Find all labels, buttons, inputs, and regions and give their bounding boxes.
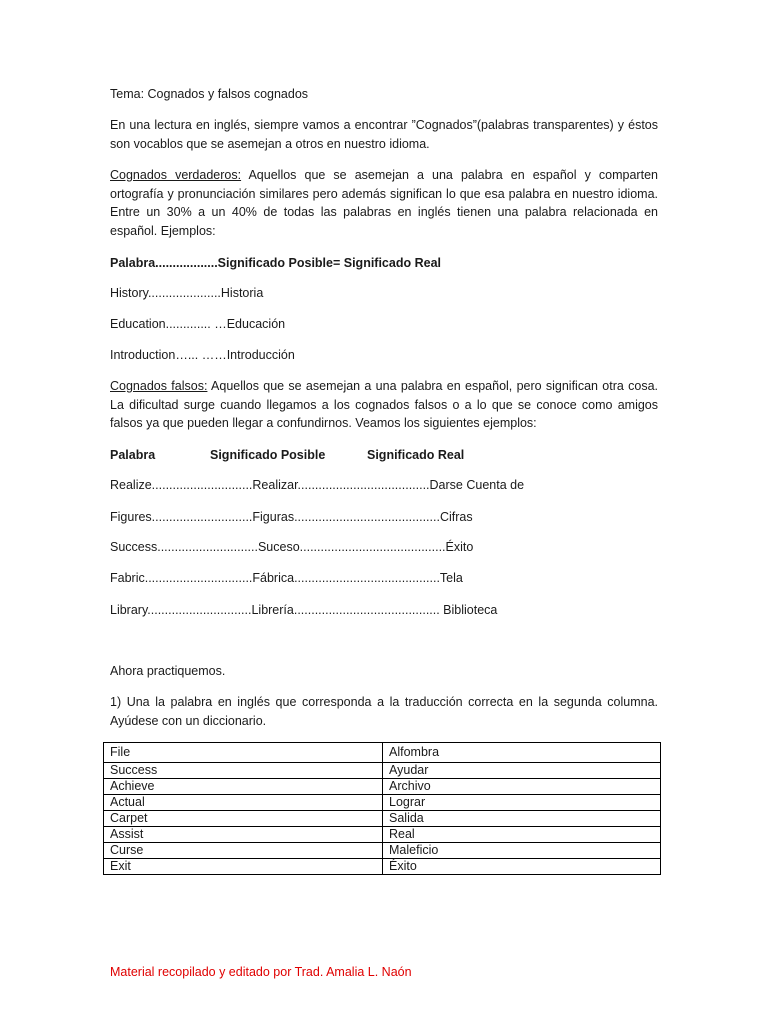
intro-paragraph: En una lectura en inglés, siempre vamos a encontrar ”Cognados”(palabras transparentes) y éstos son vocablos que se asemejan a otros en nuestro idioma. bbox=[110, 118, 658, 151]
false-cognate-example: Success.............................Suceso..........................................Éxito bbox=[110, 540, 474, 554]
table-cell-spanish: Salida bbox=[383, 811, 661, 827]
table-cell-spanish: Lograr bbox=[383, 795, 661, 811]
true-cognates-label: Cognados verdaderos: bbox=[110, 168, 242, 182]
table-row bbox=[104, 743, 661, 763]
practice-heading: Ahora practiquemos. bbox=[110, 664, 226, 678]
table-cell-english: Carpet bbox=[104, 811, 383, 827]
table-row bbox=[104, 779, 661, 795]
exercise-instruction: 1) Una la palabra en inglés que corresponda a la traducción correcta en la segunda columna. Ayúdese con un diccionario. bbox=[110, 695, 658, 728]
table-cell-english: Assist bbox=[104, 827, 383, 843]
table-cell-english: Actual bbox=[104, 795, 383, 811]
false-cognates-header-possible: Significado Posible bbox=[210, 448, 326, 462]
page-title: Tema: Cognados y falsos cognados bbox=[110, 87, 309, 101]
true-cognate-example: History.....................Historia bbox=[110, 286, 264, 300]
table-cell-spanish: Archivo bbox=[383, 779, 661, 795]
footer-credit: Material recopilado y editado por Trad. Amalia L. Naón bbox=[110, 965, 412, 979]
true-cognates-paragraph bbox=[110, 166, 658, 240]
table-cell-english: Exit bbox=[104, 859, 383, 875]
false-cognates-header-word: Palabra bbox=[110, 448, 156, 462]
table-row bbox=[104, 763, 661, 779]
true-cognate-example: Introduction…... ……Introducción bbox=[110, 348, 295, 362]
true-cognate-example: Education............. …Educación bbox=[110, 317, 286, 331]
false-cognate-example: Realize.............................Realizar......................................Darse Cuenta de bbox=[110, 478, 525, 492]
table-cell-spanish: Maleficio bbox=[383, 843, 661, 859]
table-row bbox=[104, 827, 661, 843]
table-cell-spanish: Ayudar bbox=[383, 763, 661, 779]
false-cognate-example: Fabric...............................Fábrica..........................................Tela bbox=[110, 571, 463, 585]
table-cell-english: Curse bbox=[104, 843, 383, 859]
table-cell-english: Achieve bbox=[104, 779, 383, 795]
table-row bbox=[104, 843, 661, 859]
false-cognates-label: Cognados falsos: bbox=[110, 379, 208, 393]
table-row bbox=[104, 795, 661, 811]
table-cell-english: File bbox=[104, 743, 383, 763]
table-cell-spanish: Alfombra bbox=[383, 743, 661, 763]
true-cognates-text: Aquellos que se asemejan a una palabra en español y comparten ortografía y pronunciación similares pero además significan lo que esa palabra en nuestro idioma. Entre un 30% a un 40% de todas las palabras en inglés tienen una palabra relacionada en español. Ejemplos: bbox=[110, 168, 658, 238]
table-cell-english: Success bbox=[104, 763, 383, 779]
false-cognate-example: Library..............................Librería.......................................... Biblioteca bbox=[110, 603, 498, 617]
table-row bbox=[104, 859, 661, 875]
matching-table bbox=[103, 742, 661, 875]
false-cognates-header-real: Significado Real bbox=[367, 448, 465, 462]
table-row bbox=[104, 811, 661, 827]
false-cognates-text: Aquellos que se asemejan a una palabra en español, pero significan otra cosa. La dificultad surge cuando llegamos a los cognados falsos o a lo que se conoce como amigos falsos ya que pueden llegar a confundirnos. Veamos los siguientes ejemplos: bbox=[110, 379, 658, 430]
true-cognates-header: Palabra..................Significado Posible= Significado Real bbox=[110, 256, 441, 270]
false-cognates-paragraph bbox=[110, 377, 658, 433]
false-cognate-example: Figures.............................Figuras..........................................Cifras bbox=[110, 510, 473, 524]
table-cell-spanish: Real bbox=[383, 827, 661, 843]
table-cell-spanish: Éxito bbox=[383, 859, 661, 875]
